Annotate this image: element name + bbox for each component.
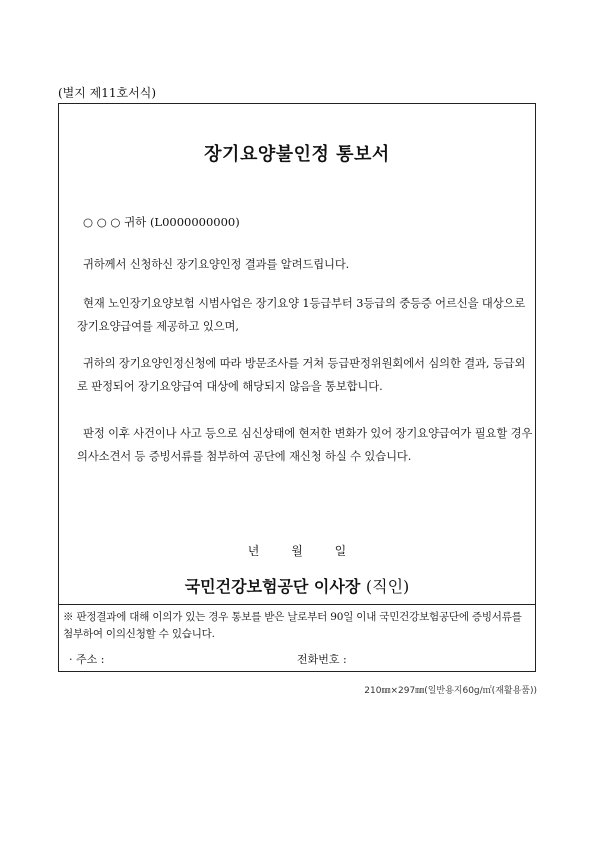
paragraph-reapplication: 판정 이후 사건이나 사고 등으로 심신상태에 현저한 변화가 있어 장기요양급여가 필요할 경우 의사소견서 등 증빙서류를 첨부하여 공단에 재신청 하실 수 있습니다. (77, 427, 533, 463)
notice-frame (58, 103, 536, 672)
paragraph-result-intro: 귀하께서 신청하신 장기요양인정 결과를 알려드립니다. (83, 258, 350, 271)
date-line (59, 542, 535, 559)
date-month: 월 (291, 544, 303, 558)
objection-note: ※ 판정결과에 대해 이의가 있는 경우 통보를 받은 날로부터 90일 이내 국민건강보험공단에 증빙서류를 첨부하여 이의신청할 수 있습니다. (63, 611, 522, 640)
form-number-label: (별지 제11호서식) (58, 86, 156, 100)
document-title: 장기요양불인정 통보서 (204, 144, 390, 165)
address-label: · 주소 : (69, 653, 105, 666)
date-day: 일 (334, 544, 347, 558)
official-seal-mark: (직인) (365, 577, 410, 596)
paragraph-pilot-program: 현재 노인장기요양보험 시범사업은 장기요양 1등급부터 3등급의 중등증 어르신을 대상으로 장기요양급여를 제공하고 있으며, (77, 297, 526, 333)
paper-specification: 210㎜×297㎜(일반용지60g/㎡(재활용품)) (364, 686, 537, 696)
issuer-name: 국민건강보험공단 이사장 (184, 577, 361, 596)
paragraph-assessment-result: 귀하의 장기요양인정신청에 따라 방문조사를 거쳐 등급판정위원회에서 심의한 결과, 등급외로 판정되어 장기요양급여 대상에 해당되지 않음을 통보합니다. (77, 357, 526, 393)
recipient-line: ○ ○ ○ 귀하 (L0000000000) (83, 215, 240, 229)
issuer-line (59, 574, 535, 597)
objection-note-box (59, 604, 535, 671)
phone-label: 전화번호 : (297, 653, 347, 666)
date-year: 년 (247, 544, 260, 558)
